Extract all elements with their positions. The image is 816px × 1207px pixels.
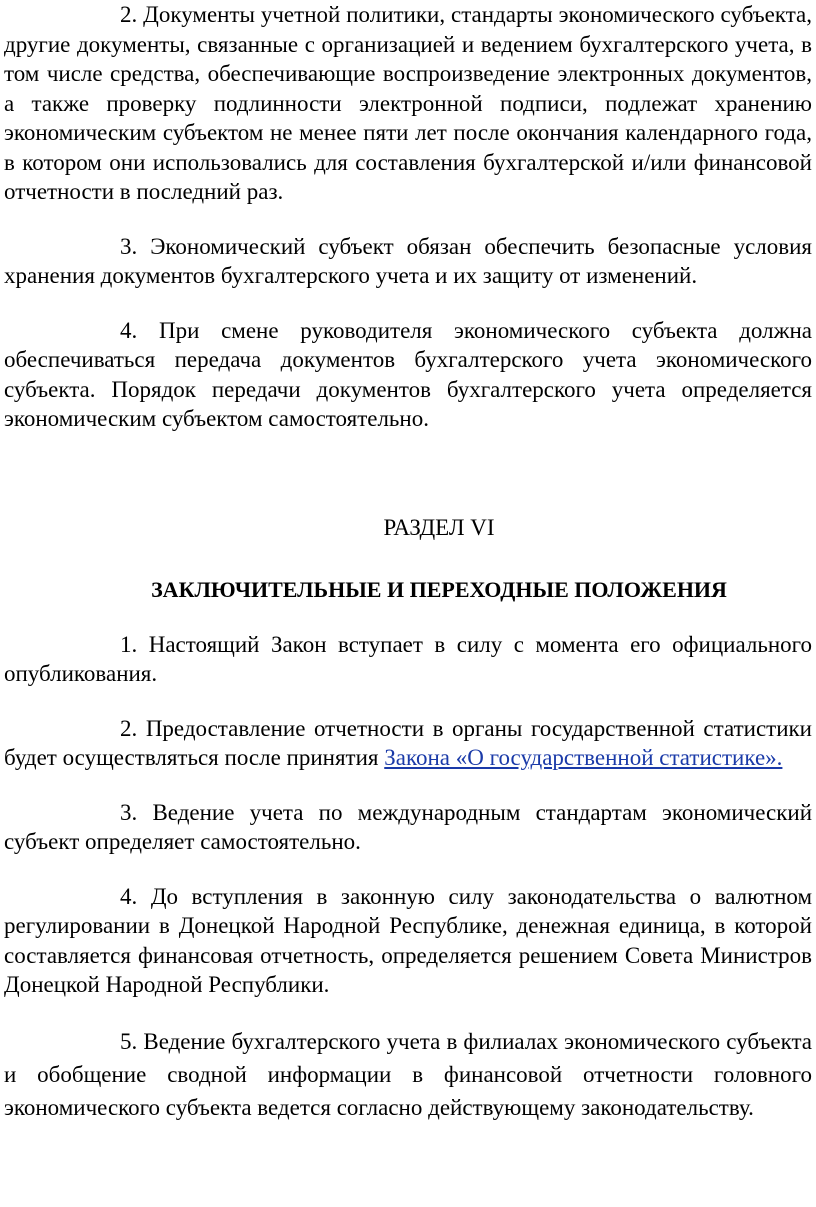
paragraph-text: Ведение учета по международным стандартам экономический субъект определяет самостоятельно. xyxy=(4,799,813,854)
paragraph-text: Предоставление отчетности в органы государственной статистики будет осуществляться после принятия xyxy=(4,715,812,770)
paragraph-number: 3. xyxy=(120,799,138,825)
paragraph-number: 4. xyxy=(120,317,138,343)
paragraph-number: 3. xyxy=(120,233,138,259)
paragraph-text: Настоящий Закон вступает в силу с момента его официального опубликования. xyxy=(4,631,812,686)
section-label: РАЗДЕЛ VI xyxy=(383,514,495,540)
paragraph-text: Ведение бухгалтерского учета в филиалах экономического субъекта и обобщение сводной информации в финансовой отчетности головного экономического субъекта ведется согласно действующему законодательству. xyxy=(4,1028,812,1120)
paragraph-number: 5. xyxy=(120,1028,138,1054)
paragraph-text: До вступления в законную силу законодательства о валютном регулировании в Донецкой Народной Республике, денежная единица, в которой составляется финансовая отчетность, определяется решением Совета Министров Донецкой Народной Республики. xyxy=(4,883,812,997)
paragraph-3 xyxy=(4,232,812,291)
final-paragraph-3 xyxy=(4,798,812,857)
statistics-law-link[interactable]: Закона «О государственной статистике». xyxy=(384,745,783,770)
section-title: ЗАКЛЮЧИТЕЛЬНЫЕ И ПЕРЕХОДНЫЕ ПОЛОЖЕНИЯ xyxy=(151,577,727,602)
paragraph-text: При смене руководителя экономического субъекта должна обеспечиваться передача документов бухгалтерского учета экономического субъекта. Порядок передачи документов бухгалтерского учета определяется экономическим субъектом самостоятельно. xyxy=(4,317,812,431)
final-paragraph-1 xyxy=(4,630,812,689)
paragraph-2 xyxy=(4,0,812,207)
paragraph-number: 2. xyxy=(120,2,138,27)
final-paragraph-2 xyxy=(4,714,812,773)
paragraph-number: 4. xyxy=(120,883,138,909)
paragraph-4 xyxy=(4,316,812,434)
paragraph-number: 1. xyxy=(120,631,138,657)
final-paragraph-4 xyxy=(4,882,812,1000)
paragraph-text: Экономический субъект обязан обеспечить безопасные условия хранения документов бухгалтерского учета и их защиту от изменений. xyxy=(4,233,812,288)
final-paragraph-5 xyxy=(4,1025,812,1124)
paragraph-number: 2. xyxy=(120,715,138,741)
paragraph-text: Документы учетной политики, стандарты экономического субъекта, другие документы, связанные с организацией и ведением бухгалтерского учета, в том числе средства, обеспечивающие воспроизведение электронных документов, а также проверку подлинности электронной подписи, подлежат хранению экономическим субъектом не менее пяти лет после окончания календарного года, в котором они использовались для составления бухгалтерской и/или финансовой отчетности в последний раз. xyxy=(4,2,813,204)
